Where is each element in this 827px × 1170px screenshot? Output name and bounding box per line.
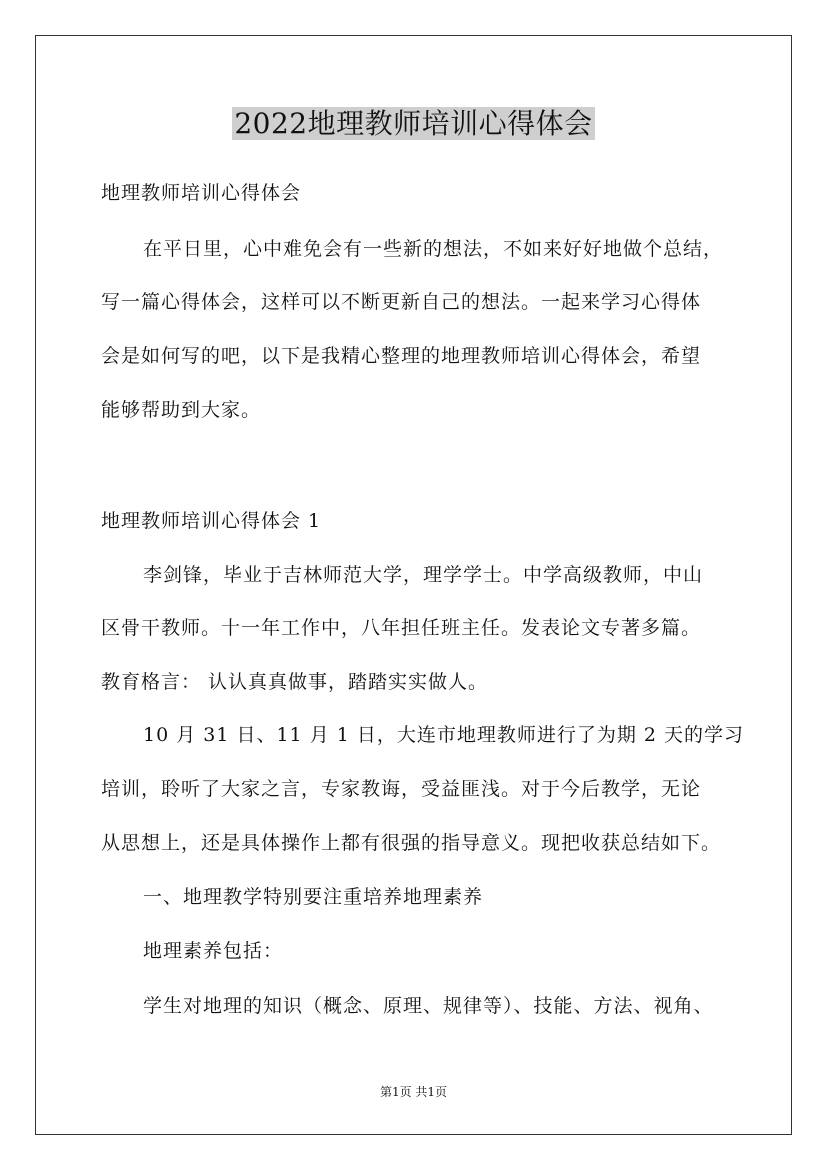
paragraph-line: 写一篇心得体会，这样可以不断更新自己的想法。一起来学习心得体 bbox=[101, 291, 702, 313]
paragraph-line: 在平日里，心中难免会有一些新的想法，不如来好好地做个总结， bbox=[143, 238, 724, 260]
paragraph-line: 教育格言： 认认真真做事，踏踏实实做人。 bbox=[101, 671, 489, 693]
paragraph-line: 培训，聆听了大家之言，专家教诲，受益匪浅。对于今后教学，无论 bbox=[101, 778, 702, 800]
paragraph-line: 10 月 31 日、11 月 1 日，大连市地理教师进行了为期 2 天的学习 bbox=[143, 724, 745, 746]
paragraph-line: 从思想上，还是具体操作上都有很强的指导意义。现把收获总结如下。 bbox=[101, 832, 722, 854]
section-heading: 地理教师培训心得体会 bbox=[101, 182, 302, 204]
section-heading: 地理教师培训心得体会 1 bbox=[101, 510, 322, 532]
paragraph-line: 学生对地理的知识（概念、原理、规律等）、技能、方法、视角、 bbox=[143, 995, 714, 1017]
paragraph-line: 地理素养包括： bbox=[143, 940, 284, 962]
paragraph-line: 能够帮助到大家。 bbox=[101, 399, 262, 421]
paragraph-line: 李剑锋，毕业于吉林师范大学，理学学士。中学高级教师，中山 bbox=[143, 564, 704, 586]
paragraph-line: 区骨干教师。十一年工作中，八年担任班主任。发表论文专著多篇。 bbox=[101, 617, 702, 639]
document-title bbox=[0, 104, 827, 144]
page-footer: 第1页 共1页 bbox=[379, 1085, 448, 1099]
subheading-line: 一、地理教学特别要注重培养地理素养 bbox=[143, 886, 484, 908]
paragraph-line: 会是如何写的吧，以下是我精心整理的地理教师培训心得体会，希望 bbox=[101, 345, 702, 367]
document-title-text: 2022地理教师培训心得体会 bbox=[234, 107, 593, 140]
